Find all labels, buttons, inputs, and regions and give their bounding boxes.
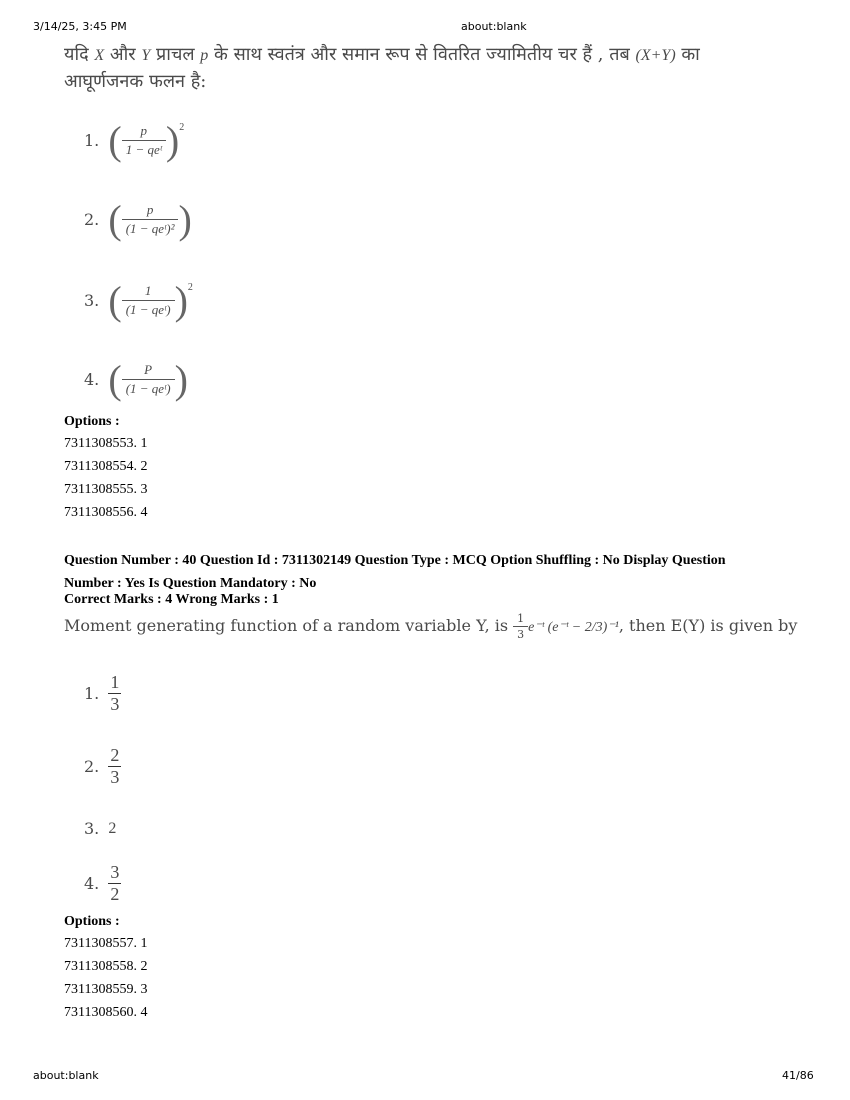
- q39-choice-3: 3. ( $\frac{1}{\text{(1 − qeᵗ)}}$ )$^2$: [84, 278, 193, 323]
- q40-options-label: Options :: [64, 914, 120, 929]
- q39-choice-2: 2. ( $\frac{p}{\text{(1 − qeᵗ)²}}$ ): [84, 197, 192, 242]
- page-number: 41/86: [782, 1069, 814, 1082]
- q40-choice-3: 3. 2: [84, 819, 117, 838]
- print-datetime: 3/14/25, 3:45 PM: [33, 20, 127, 33]
- q40-choice-2: 2. $\frac{2}{3}$: [84, 745, 120, 787]
- q40-stem: Moment generating function of a random variable Y, is $\frac{1}{3}$ e⁻ᵗ (e⁻ᵗ − 2/3)⁻¹, then E(Y) is given by: [64, 612, 798, 641]
- q39-option-id: 7311308556. 4: [64, 505, 148, 520]
- q39-options-label: Options :: [64, 414, 120, 429]
- q40-marks: Correct Marks : 4 Wrong Marks : 1: [64, 592, 279, 607]
- q39-option-id: 7311308553. 1: [64, 436, 148, 451]
- q39-stem-line1: यदि X और Y प्राचल p के साथ स्वतंत्र और समान रूप से वितरित ज्यामितीय चर हैं , तब (X+Y) का: [64, 44, 700, 65]
- q39-stem-line2: आघूर्णजनक फलन है:: [64, 71, 207, 92]
- q40-choice-1: 1. $\frac{1}{3}$: [84, 672, 120, 714]
- print-footer-url: about:blank: [33, 1069, 99, 1082]
- q39-choice-1: 1. ( $\frac{p}{\text{1 − qeᵗ}}$ )$^2$: [84, 118, 185, 163]
- q40-option-id: 7311308559. 3: [64, 982, 148, 997]
- q40-choice-4: 4. $\frac{3}{2}$: [84, 862, 120, 904]
- q40-option-id: 7311308558. 2: [64, 959, 148, 974]
- q40-option-id: 7311308557. 1: [64, 936, 148, 951]
- q39-option-id: 7311308554. 2: [64, 459, 148, 474]
- q39-choice-4: 4. ( $\frac{P}{\text{(1 − qeᵗ)}}$ ): [84, 357, 188, 402]
- q40-option-id: 7311308560. 4: [64, 1005, 148, 1020]
- q39-stem: [64, 42, 794, 95]
- print-title: about:blank: [461, 20, 527, 33]
- q40-meta: Question Number : 40 Question Id : 7311302149 Question Type : MCQ Option Shuffling : No Display Question Number : Yes Is Question Mandatory : No: [64, 553, 726, 591]
- q39-option-id: 7311308555. 3: [64, 482, 148, 497]
